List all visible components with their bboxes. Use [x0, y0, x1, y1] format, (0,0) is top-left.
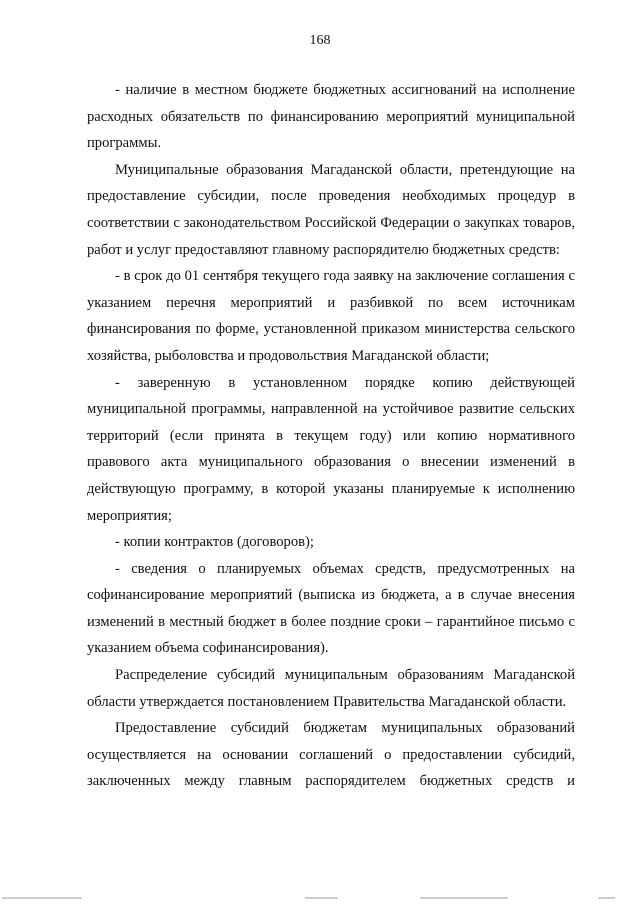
paragraph-application-deadline: - в срок до 01 сентября текущего года заявку на заключение соглашения с указанием перечня мероприятий и разбивкой по всем источникам финансирования по форме, установленной приказом министерства сельского хозяйства, рыболовства и продовольствия Магаданской области;	[87, 268, 575, 364]
paragraph-agreements: Предоставление субсидий бюджетам муниципальных образований осуществляется на основании соглашений о предоставлении субсидий, заключенных между главным распорядителем бюджетных средств и	[87, 720, 575, 790]
paragraph-distribution: Распределение субсидий муниципальным образованиям Магаданской области утверждается постановлением Правительства Магаданской области.	[87, 667, 575, 710]
paragraph-municipalities-provide: Муниципальные образования Магаданской области, претендующие на предоставление субсидии, после проведения необходимых процедур в соответствии с законодательством Российской Федерации о закупках товаров, работ и услуг предоставляют главному распорядителю бюджетных средств:	[87, 161, 575, 258]
paragraph-cofinancing-info: - сведения о планируемых объемах средств, предусмотренных на софинансирование мероприятий (выписка из бюджета, а в случае внесения изменений в местный бюджет в более поздние сроки – гарантийное письмо с указанием объема софинансирования).	[87, 560, 575, 657]
document-body	[87, 77, 575, 795]
paragraph-program-copy: - заверенную в установленном порядке копию действующей муниципальной программы, направленной на устойчивое развитие сельских территорий (если принята в текущем году) или копию нормативного правового акта муниципального образования о внесении изменений в действующую программу, в которой указаны планируемые к исполнению мероприятия;	[87, 374, 575, 524]
paragraph-contract-copies: - копии контрактов (договоров);	[115, 534, 314, 551]
paragraph-budget-allocations: - наличие в местном бюджете бюджетных ассигнований на исполнение расходных обязательств по финансированию мероприятий муниципальной программы.	[87, 82, 575, 152]
page-number: 168	[309, 33, 331, 48]
